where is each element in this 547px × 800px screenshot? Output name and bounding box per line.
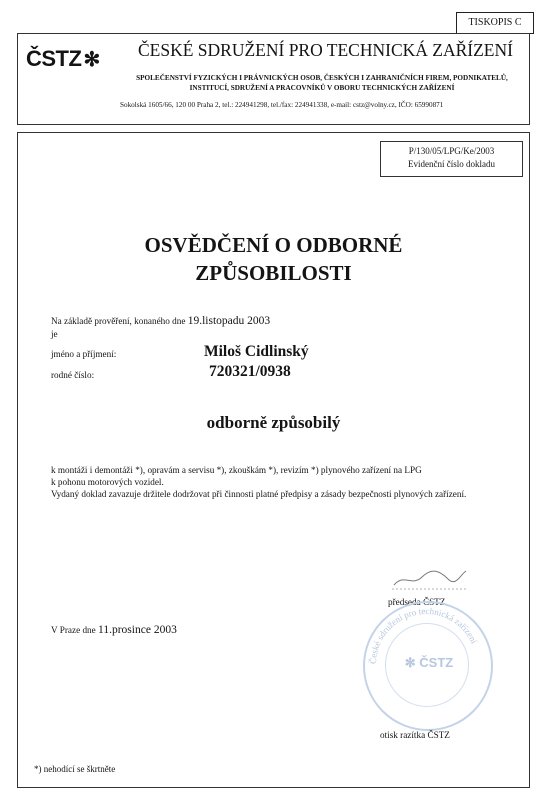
issue-date: 11.prosince 2003	[98, 624, 177, 636]
letterhead	[17, 33, 530, 125]
organization-contact: Sokolská 1605/66, 120 00 Praha 2, tel.: 224941298, tel./fax: 224941338, e-mail: cstz@volny.cz, IČO: 65990871	[120, 101, 444, 109]
issue-line	[51, 624, 177, 636]
cstz-logo	[26, 46, 100, 72]
birth-number: 720321/0938	[209, 363, 291, 380]
signature-label: předseda ČSTZ	[388, 597, 446, 607]
document-number: P/130/05/LPG/Ke/2003	[408, 146, 495, 156]
scope-line: k montáži i demontáži *), opravám a servisu *), zkouškám *), revizím *) plynového zařízení na LPG	[51, 465, 422, 475]
issue-prefix: V Praze dne	[51, 625, 96, 635]
logo-text: ČSTZ	[26, 46, 82, 71]
certificate-body	[17, 132, 530, 788]
title-line: ZPŮSOBILOSTI	[195, 261, 352, 285]
holder-name: Miloš Cidlinský	[204, 343, 309, 360]
scope-text	[51, 464, 503, 500]
official-stamp	[363, 601, 493, 731]
obligation-text: Vydaný doklad zavazuje držitele dodržovat při činnosti platné předpisy a zásady bezpečnosti plynových zařízení.	[51, 489, 467, 499]
qualification-status: odborně způsobilý	[206, 413, 341, 432]
form-type-tag: TISKOPIS C	[456, 12, 534, 34]
organization-description	[120, 73, 524, 93]
name-label: jméno a příjmení:	[51, 349, 117, 359]
organization-name: ČESKÉ SDRUŽENÍ PRO TECHNICKÁ ZAŘÍZENÍ	[138, 40, 513, 60]
stamp-logo: ✻ ČSTZ	[404, 655, 454, 670]
footnote: *) nehodící se škrtněte	[34, 764, 116, 774]
title-line: OSVĚDČENÍ O ODBORNÉ	[144, 233, 403, 257]
logo-symbol-icon: ✻	[83, 49, 100, 71]
signature-mark	[390, 565, 470, 591]
document-number-label: Evidenční číslo dokladu	[408, 159, 495, 169]
organization-description-line: INSTITUCÍ, SDRUŽENÍ A PRACOVNÍKŮ V OBORU TECHNICKÝCH ZAŘÍZENÍ	[189, 84, 455, 92]
scope-line: k pohonu motorových vozidel.	[51, 477, 164, 487]
stamp-ring-text: České sdružení pro technická zařízení	[367, 605, 480, 665]
je-label: je	[51, 329, 58, 339]
verification-date: 19.listopadu 2003	[187, 315, 271, 327]
organization-description-line: SPOLEČENSTVÍ FYZICKÝCH I PRÁVNICKÝCH OSOB, ČESKÝCH I ZAHRANIČNÍCH FIREM, PODNIKATELŮ,	[136, 74, 508, 82]
certificate-title	[18, 231, 529, 287]
document-number-box	[380, 141, 523, 177]
stamp-label: otisk razítka ČSTZ	[380, 730, 450, 740]
verification-line	[51, 315, 270, 327]
verification-prefix: Na základě prověření, konaného dne	[51, 316, 186, 326]
birth-number-label: rodné číslo:	[51, 370, 95, 380]
